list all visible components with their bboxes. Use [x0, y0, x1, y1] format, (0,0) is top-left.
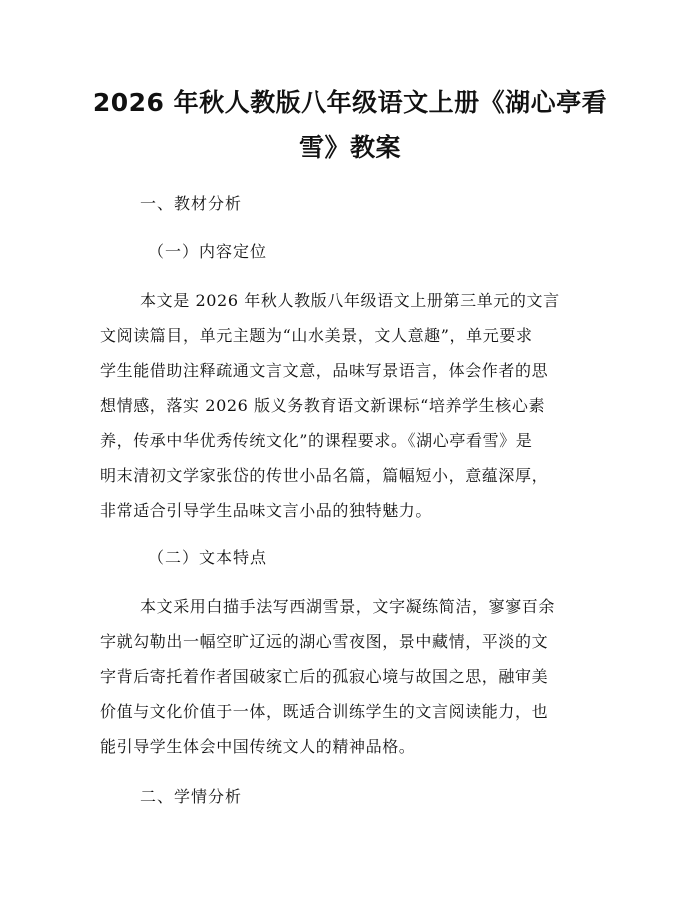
- subsection-heading-content: （一）内容定位: [148, 242, 268, 261]
- paragraph-line: 文阅读篇目，单元主题为“山水美景，文人意趣”，单元要求: [100, 326, 533, 345]
- paragraph-line: 字就勾勒出一幅空旷辽远的湖心雪夜图，景中藏情，平淡的文: [100, 632, 549, 651]
- paragraph-line: 明末清初文学家张岱的传世小品名篇，篇幅短小，意蕴深厚，: [100, 466, 549, 485]
- paragraph-content-positioning: [100, 290, 600, 530]
- paragraph-line: 学生能借助注释疏通文言文意，品味写景语言，体会作者的思: [100, 361, 549, 380]
- section-heading-learner-analysis: 二、学情分析: [140, 787, 243, 806]
- subsection-heading-text-features: （二）文本特点: [148, 548, 268, 567]
- paragraph-line: 能引导学生体会中国传统文人的精神品格。: [100, 737, 416, 756]
- paragraph-text-features: [100, 596, 600, 766]
- paragraph-line: 养，传承中华优秀传统文化”的课程要求。《湖心亭看雪》是: [100, 431, 533, 450]
- paragraph-line: 非常适合引导学生品味文言小品的独特魅力。: [100, 501, 433, 520]
- paragraph-line: 价值与文化价值于一体，既适合训练学生的文言阅读能力，也: [100, 702, 549, 721]
- section-heading-materials: 一、教材分析: [140, 194, 243, 213]
- paragraph-line: 本文采用白描手法写西湖雪景，文字凝练简洁，寥寥百余: [140, 597, 556, 616]
- paragraph-line: 本文是 2026 年秋人教版八年级语文上册第三单元的文言: [140, 291, 560, 310]
- document-title-line-2: 雪》教案: [298, 133, 401, 162]
- paragraph-line: 想情感，落实 2026 版义务教育语文新课标“培养学生核心素: [100, 396, 546, 415]
- document-title-line-1: 2026 年秋人教版八年级语文上册《湖心亭看: [92, 88, 608, 117]
- paragraph-line: 字背后寄托着作者国破家亡后的孤寂心境与故国之思，融审美: [100, 667, 549, 686]
